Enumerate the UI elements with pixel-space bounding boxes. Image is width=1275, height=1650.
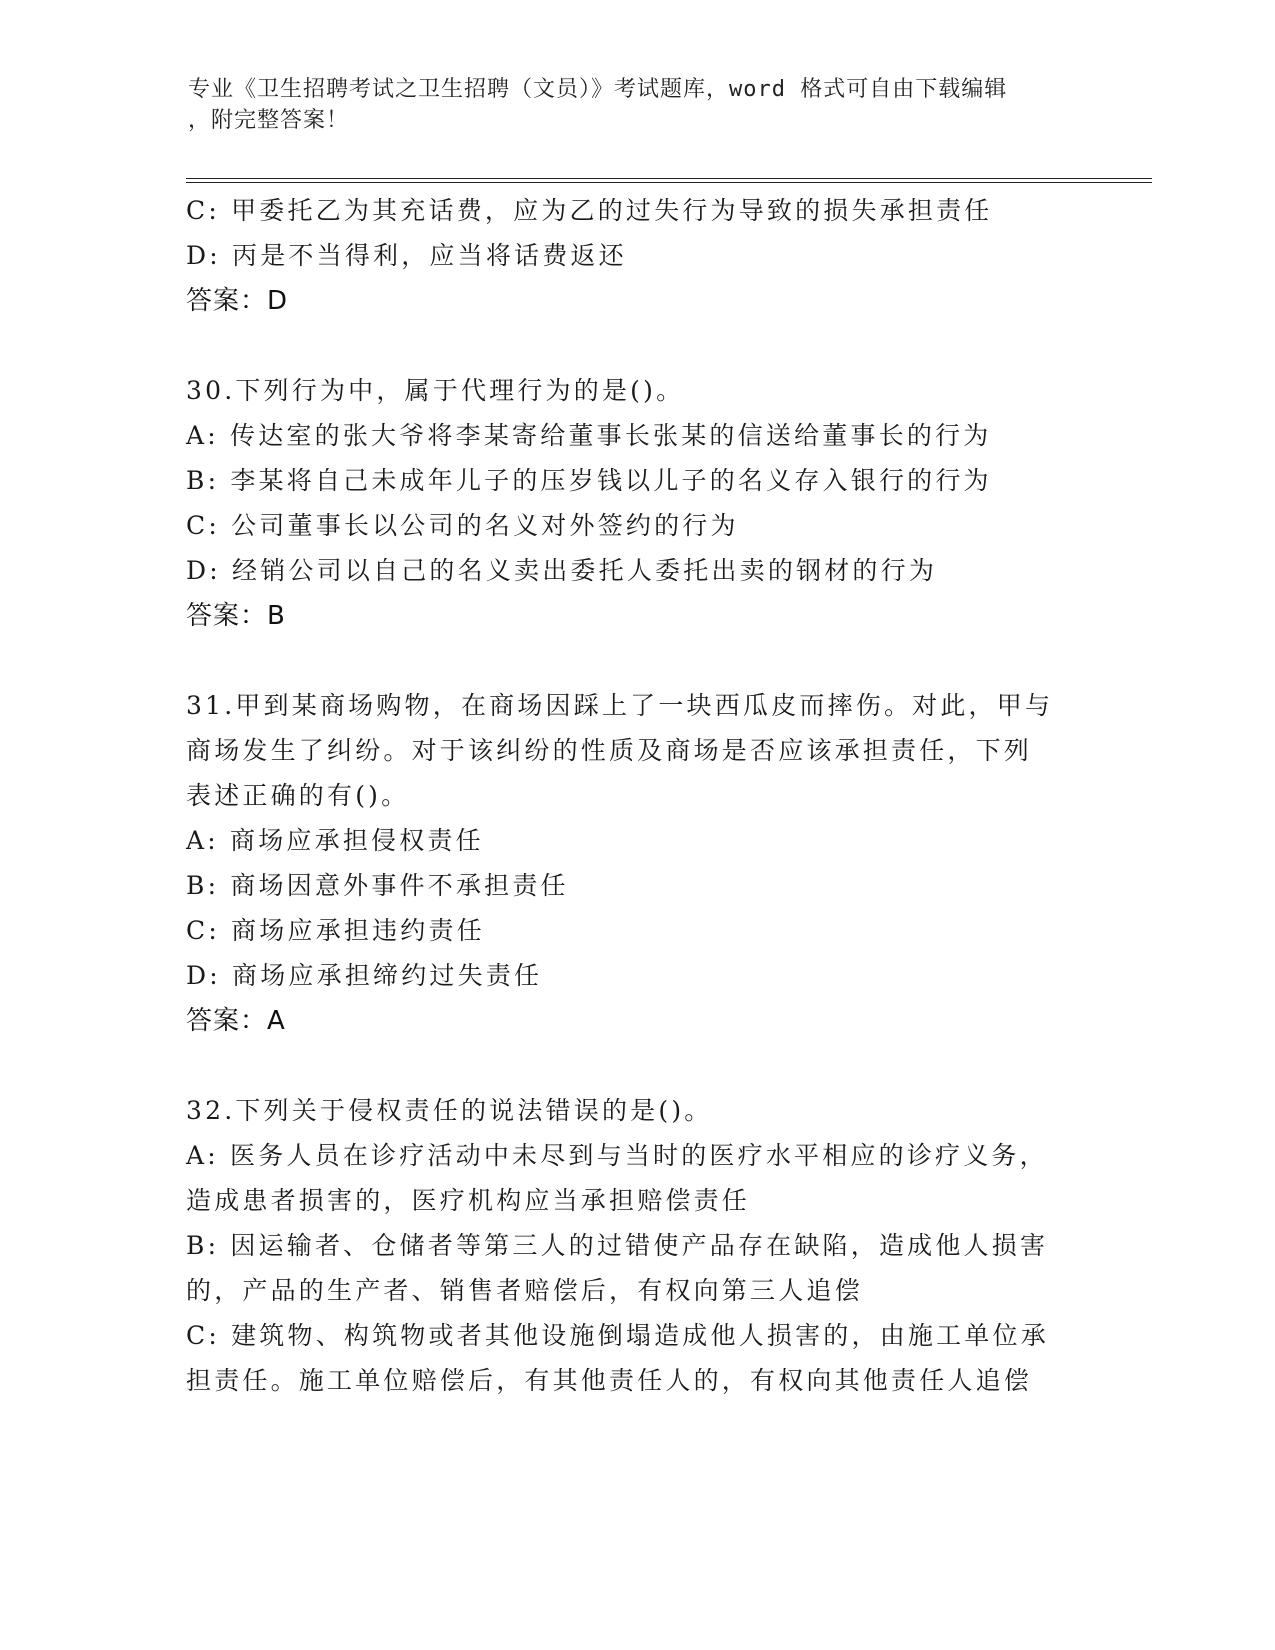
option-c-line-2: 担责任。施工单位赔偿后，有其他责任人的，有权向其他责任人追偿 xyxy=(186,1366,1033,1395)
previous-question xyxy=(186,188,1086,324)
question-31 xyxy=(186,683,1086,1044)
option-a-line-1: A: 医务人员在诊疗活动中未尽到与当时的医疗水平相应的诊疗义务， xyxy=(186,1141,1048,1170)
question-30 xyxy=(186,368,1086,639)
option-a-line-2: 造成患者损害的，医疗机构应当承担赔偿责任 xyxy=(186,1186,751,1215)
answer: 答案：A xyxy=(186,1006,286,1036)
option-c-line-1: C: 建筑物、构筑物或者其他设施倒塌造成他人损害的，由施工单位承 xyxy=(186,1321,1049,1350)
question-stem: 32.下列关于侵权责任的说法错误的是()。 xyxy=(186,1096,713,1125)
option-c: C: 甲委托乙为其充话费，应为乙的过失行为导致的损失承担责任 xyxy=(186,196,993,225)
option-a: A: 传达室的张大爷将李某寄给董事长张某的信送给董事长的行为 xyxy=(186,421,992,450)
option-a: A: 商场应承担侵权责任 xyxy=(186,826,484,855)
question-stem-line-3: 表述正确的有()。 xyxy=(186,781,410,810)
page-header xyxy=(188,74,1068,136)
option-c: C: 商场应承担违约责任 xyxy=(186,916,485,945)
header-rule-top xyxy=(186,178,1152,179)
option-d: D: 商场应承担缔约过失责任 xyxy=(186,961,543,990)
answer: 答案：D xyxy=(186,286,289,316)
header-rule-bottom xyxy=(186,182,1152,183)
option-d: D: 经销公司以自己的名义卖出委托人委托出卖的钢材的行为 xyxy=(186,556,938,585)
question-stem: 30.下列行为中，属于代理行为的是()。 xyxy=(186,376,685,405)
option-c: C: 公司董事长以公司的名义对外签约的行为 xyxy=(186,511,739,540)
option-d: D: 丙是不当得利，应当将话费返还 xyxy=(186,241,627,270)
question-stem-line-2: 商场发生了纠纷。对于该纠纷的性质及商场是否应该承担责任，下列 xyxy=(186,736,1033,765)
option-b: B: 李某将自己未成年儿子的压岁钱以儿子的名义存入银行的行为 xyxy=(186,466,992,495)
option-b: B: 商场因意外事件不承担责任 xyxy=(186,871,569,900)
option-b-line-2: 的，产品的生产者、销售者赔偿后，有权向第三人追偿 xyxy=(186,1276,863,1305)
answer: 答案：B xyxy=(186,601,286,631)
question-32 xyxy=(186,1088,1086,1403)
question-stem-line-1: 31.甲到某商场购物，在商场因踩上了一块西瓜皮而摔伤。对此，甲与 xyxy=(186,691,1054,720)
header-line-1: 专业《卫生招聘考试之卫生招聘（文员）》考试题库，word 格式可自由下载编辑 xyxy=(188,77,1008,102)
option-b-line-1: B: 因运输者、仓储者等第三人的过错使产品存在缺陷，造成他人损害 xyxy=(186,1231,1049,1260)
question-content xyxy=(186,188,1086,1403)
header-line-2: ，附完整答案！ xyxy=(188,108,350,133)
